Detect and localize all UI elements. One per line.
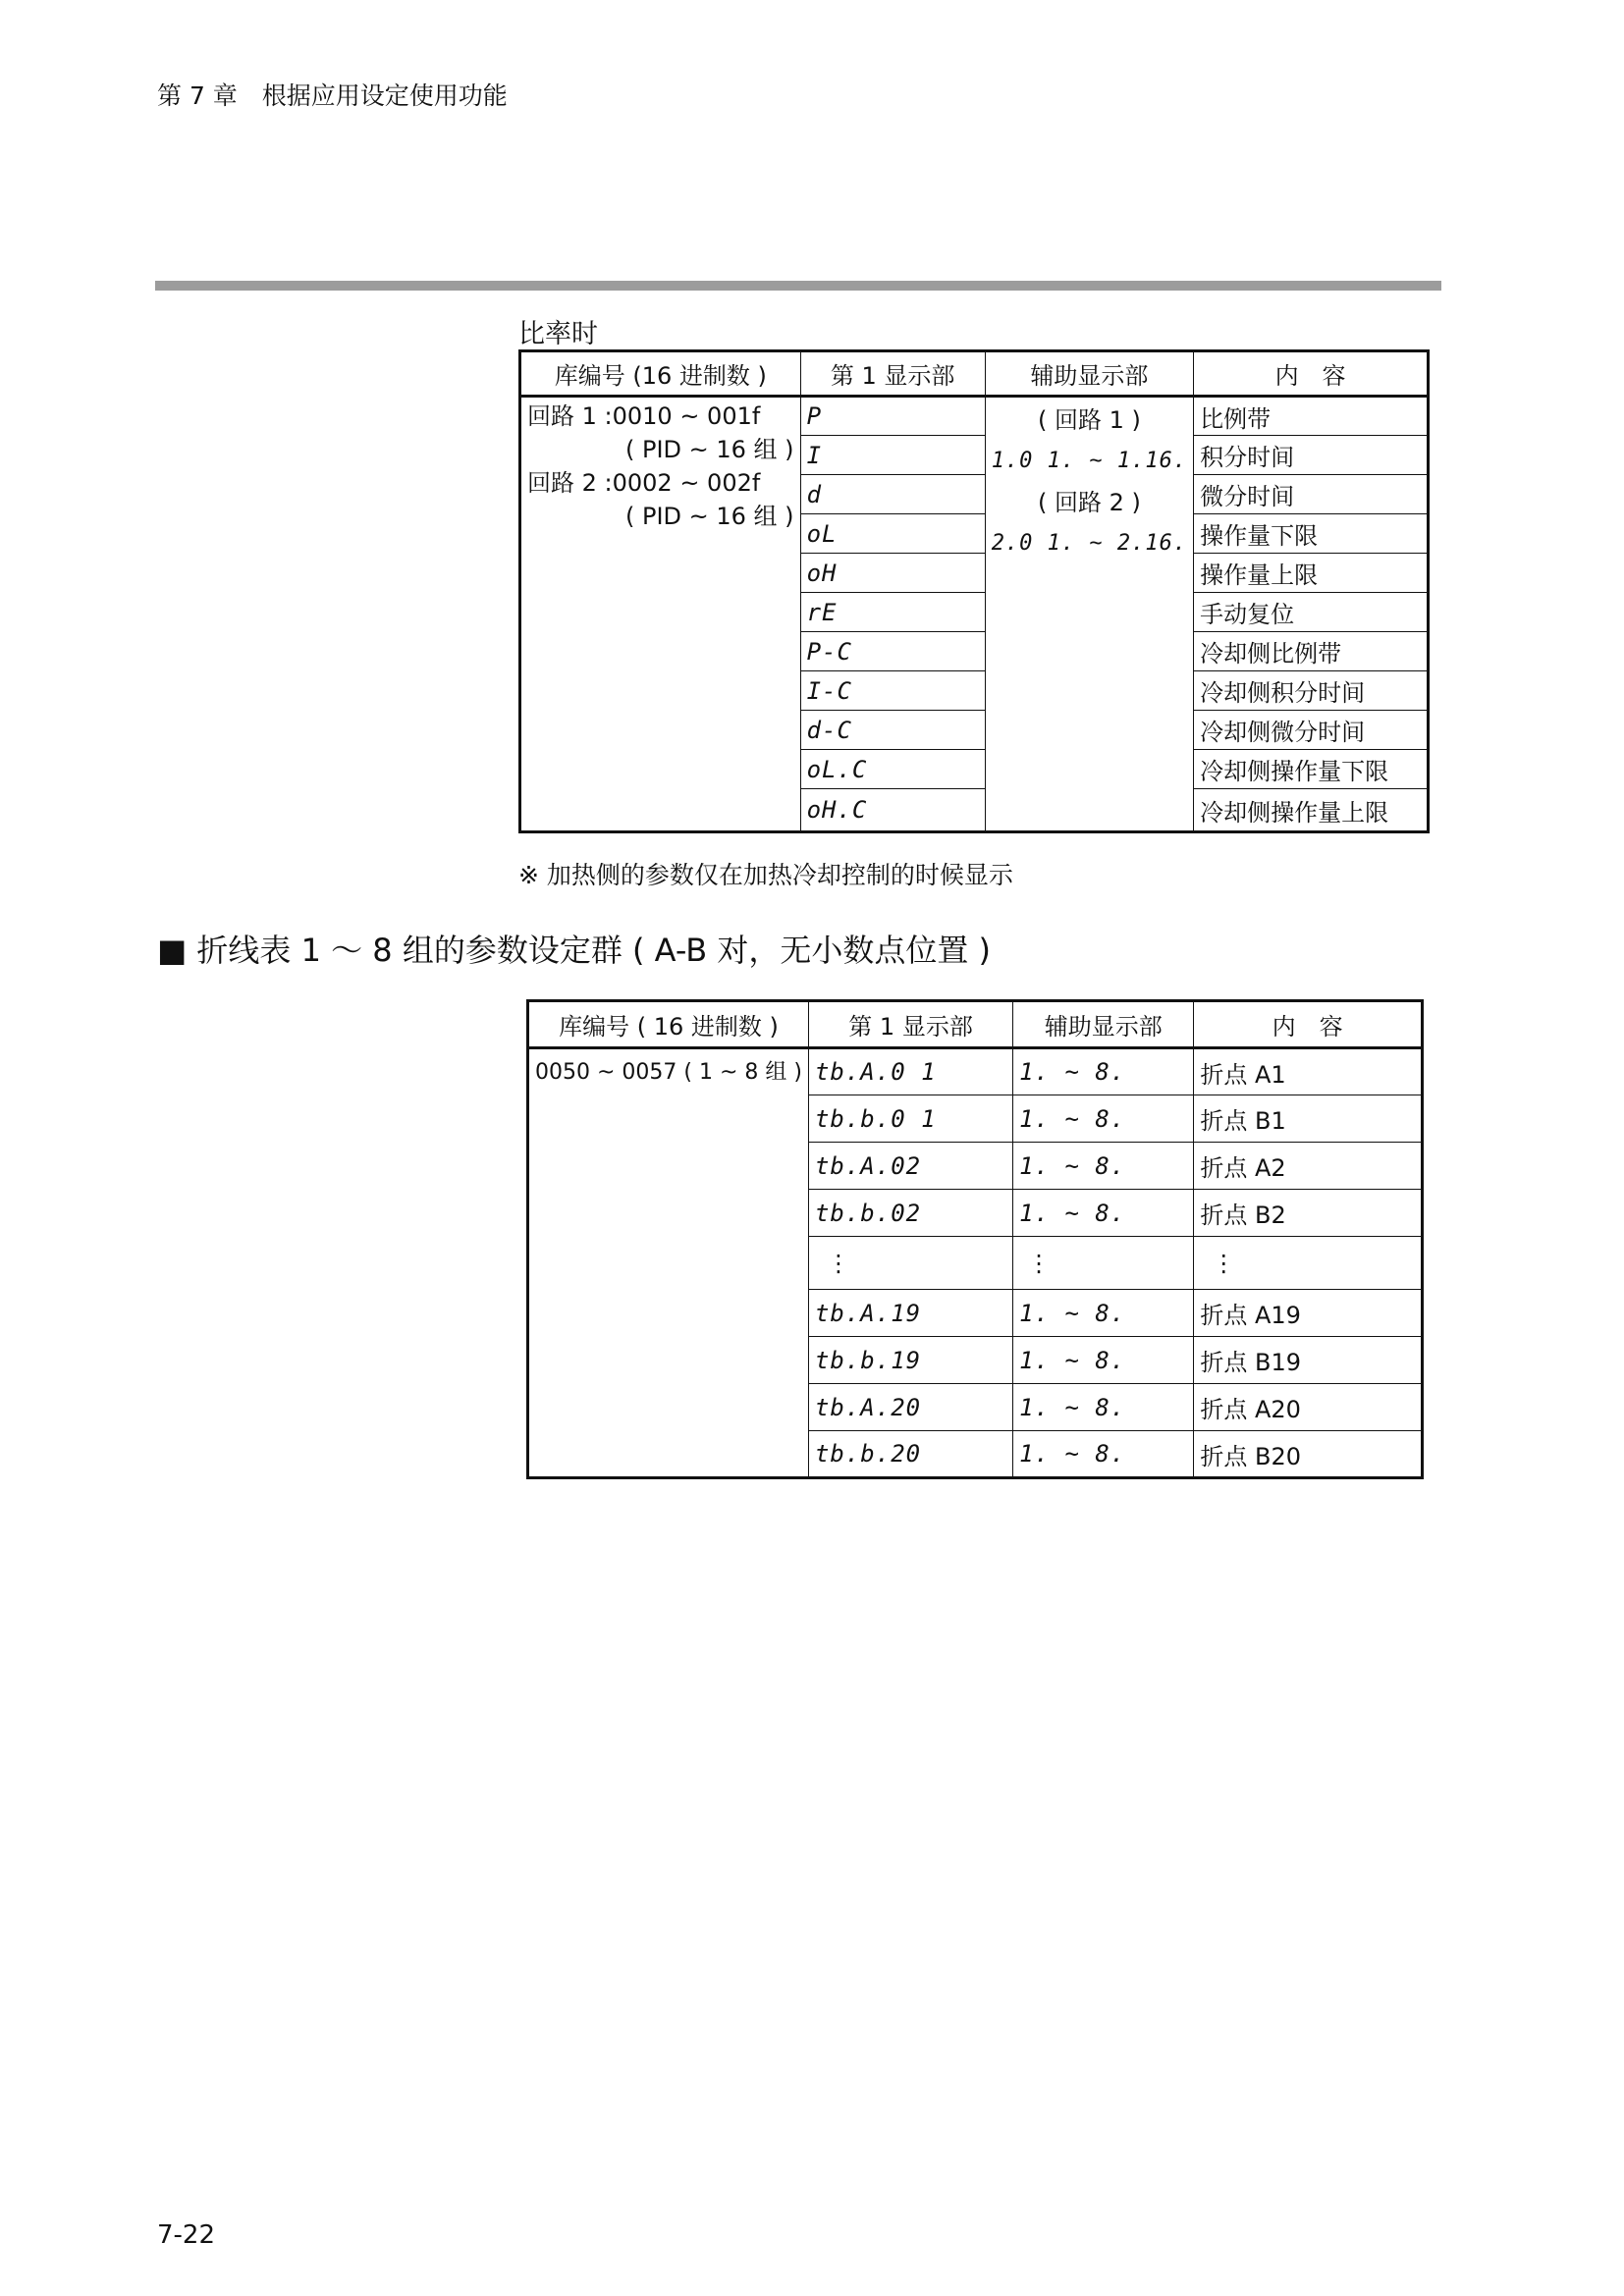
chapter-header: 第 7 章 根据应用设定使用功能 (157, 81, 508, 110)
content-cell: 手动复位 (1194, 593, 1429, 632)
display-code: tb.b.02 (808, 1190, 1012, 1237)
col-header-library: 库编号 (16 进制数 ) (520, 351, 801, 397)
ratio-parameter-table (518, 349, 1430, 833)
display-code: tb.b.20 (808, 1431, 1012, 1478)
display-code: tb.A.20 (808, 1384, 1012, 1431)
display-code: d-C (800, 711, 985, 750)
content-cell: 冷却侧比例带 (1194, 632, 1429, 671)
display-code: tb.b.0 1 (808, 1095, 1012, 1143)
display-code: P-C (800, 632, 985, 671)
content-cell: 冷却侧微分时间 (1194, 711, 1429, 750)
table-row (528, 1048, 1423, 1095)
content-cell: 冷却侧操作量下限 (1194, 750, 1429, 789)
display-code: oL.C (800, 750, 985, 789)
display-code: oL (800, 514, 985, 554)
table1-subtitle: 比率时 (518, 319, 598, 349)
display-code: tb.b.19 (808, 1337, 1012, 1384)
content-cell: 折点 A20 (1194, 1384, 1423, 1431)
aux-value: 1. ~ 8. (1013, 1143, 1194, 1190)
content-cell: 操作量下限 (1194, 514, 1429, 554)
table-row (520, 397, 1429, 436)
content-cell: 折点 B2 (1194, 1190, 1423, 1237)
aux-display-cell (985, 397, 1193, 832)
col-header-library: 库编号 ( 16 进制数 ) (528, 1001, 809, 1048)
section-divider (155, 281, 1441, 291)
section-title: ■ 折线表 1 ～ 8 组的参数设定群 ( A-B 对，无小数点位置 ) (157, 932, 992, 969)
aux-value: 1. ~ 8. (1013, 1337, 1194, 1384)
ellipsis-cell: ⋮ (1194, 1237, 1423, 1290)
col-header-content: 内 容 (1194, 1001, 1423, 1048)
library-line: 回路 2 :0002 ~ 002f (527, 469, 761, 497)
content-cell: 比例带 (1194, 397, 1429, 436)
col-header-content: 内 容 (1194, 351, 1429, 397)
display-code: tb.A.02 (808, 1143, 1012, 1190)
col-header-display1: 第 1 显示部 (808, 1001, 1012, 1048)
display-code: d (800, 475, 985, 514)
col-header-aux: 辅助显示部 (985, 351, 1193, 397)
library-line: ( PID ~ 16 组 ) (625, 503, 794, 530)
content-cell: 折点 B20 (1194, 1431, 1423, 1478)
ellipsis-cell: ⋮ (1013, 1237, 1194, 1290)
content-cell: 操作量上限 (1194, 554, 1429, 593)
library-line: ( PID ~ 16 组 ) (625, 436, 794, 463)
content-cell: 折点 A2 (1194, 1143, 1423, 1190)
content-cell: 折点 B19 (1194, 1337, 1423, 1384)
library-number-cell: 0050 ~ 0057 ( 1 ~ 8 组 ) (528, 1048, 809, 1478)
aux-line: ( 回路 2 ) (1037, 489, 1141, 516)
content-cell: 折点 B1 (1194, 1095, 1423, 1143)
content-cell: 冷却侧操作量上限 (1194, 789, 1429, 832)
col-header-display1: 第 1 显示部 (800, 351, 985, 397)
col-header-aux: 辅助显示部 (1013, 1001, 1194, 1048)
page-number: 7-22 (157, 2220, 216, 2250)
aux-value: 1. ~ 8. (1013, 1431, 1194, 1478)
content-cell: 冷却侧积分时间 (1194, 671, 1429, 711)
library-line: 回路 1 :0010 ~ 001f (527, 402, 761, 430)
display-code: oH.C (800, 789, 985, 832)
aux-value: 1. ~ 8. (1013, 1095, 1194, 1143)
aux-value: 1. ~ 8. (1013, 1048, 1194, 1095)
display-code: oH (800, 554, 985, 593)
content-cell: 微分时间 (1194, 475, 1429, 514)
aux-value: 1. ~ 8. (1013, 1190, 1194, 1237)
aux-line: ( 回路 1 ) (1037, 406, 1141, 434)
aux-value: 1. ~ 8. (1013, 1384, 1194, 1431)
broken-line-table (526, 999, 1424, 1479)
content-cell: 折点 A1 (1194, 1048, 1423, 1095)
library-number-cell (520, 397, 801, 832)
display-code: tb.A.0 1 (808, 1048, 1012, 1095)
aux-line: 2.0 1. ~ 2.16. (991, 531, 1188, 556)
display-code: rE (800, 593, 985, 632)
display-code: I (800, 436, 985, 475)
content-cell: 折点 A19 (1194, 1290, 1423, 1337)
aux-value: 1. ~ 8. (1013, 1290, 1194, 1337)
aux-line: 1.0 1. ~ 1.16. (991, 449, 1188, 473)
table1-note: ※ 加热侧的参数仅在加热冷却控制的时候显示 (518, 861, 1013, 889)
display-code: I-C (800, 671, 985, 711)
display-code: tb.A.19 (808, 1290, 1012, 1337)
content-cell: 积分时间 (1194, 436, 1429, 475)
display-code: P (800, 397, 985, 436)
ellipsis-cell: ⋮ (808, 1237, 1012, 1290)
